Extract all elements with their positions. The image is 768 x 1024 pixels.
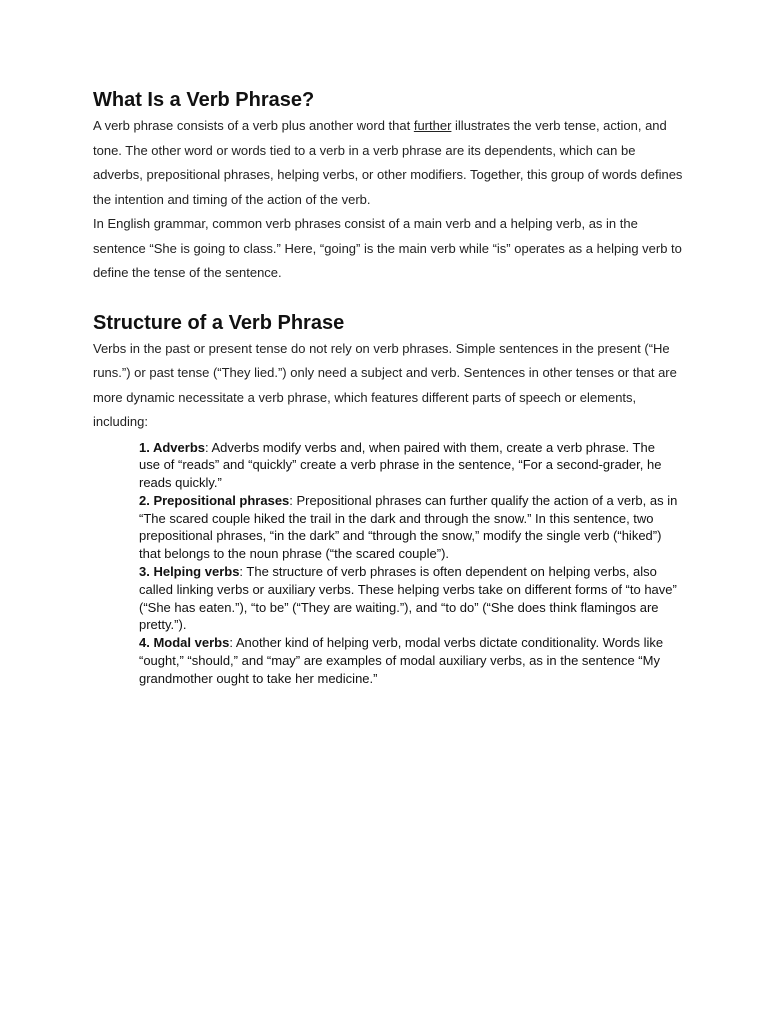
intro-text-end: illustrates the verb tense, action, and tone. The other word or words tied to a verb in a verb phrase are its dependents, which can be adverbs, prepositional phrases, helping verbs, or other modifiers. Together, this group of words defines the intention and timing of the action of the verb. — [93, 118, 683, 207]
structure-paragraph: Verbs in the past or present tense do not rely on verb phrases. Simple sentences in the present (“He runs.”) or past tense (“They lied.”) only need a subject and verb. Sentences in other tenses or that are more dynamic necessitate a verb phrase, which features different parts of speech or elements, including: — [93, 340, 677, 429]
further-link[interactable]: further — [413, 118, 452, 133]
list-item — [139, 563, 679, 634]
section-heading: What Is a Verb Phrase? — [93, 89, 315, 111]
elements-list — [93, 439, 679, 688]
list-item-title: 3. Helping verbs — [139, 564, 240, 580]
list-item-text: : Another kind of helping verb, modal verbs dictate conditionality. Words like “ought,” “should,” and “may” are examples of modal auxiliary verbs, as in the sentence “My grandmother ought to take her medicine.” — [139, 635, 664, 686]
intro-paragraph — [93, 114, 683, 212]
list-item-text: : Prepositional phrases can further qualify the action of a verb, as in “The scared couple hiked the trail in the dark and through the snow.” In this sentence, two prepositional phrases, “in the dark” and “through the snow,” modify the single verb (“hiked”) that belongs to the noun phrase (“the scared couple”). — [139, 492, 678, 562]
list-item-title: 2. Prepositional phrases — [139, 492, 290, 508]
intro-text-start: A verb phrase consists of a verb plus another word that — [93, 118, 414, 133]
section-verb-phrase — [93, 86, 683, 286]
list-item — [139, 492, 679, 563]
list-item-text: : The structure of verb phrases is often dependent on helping verbs, also called linking verbs or auxiliary verbs. These helping verbs take on different forms of “to have” (“She has eaten.”), “to be” (“They are waiting.”), and “to do” (“She does think flamingos are pretty.”). — [139, 564, 677, 633]
grammar-paragraph: In English grammar, common verb phrases consist of a main verb and a helping verb, as in the sentence “She is going to class.” Here, “going” is the main verb while “is” operates as a helping verb to define the tense of the sentence. — [93, 216, 682, 280]
list-item-title: 4. Modal verbs — [139, 635, 230, 651]
section-structure — [93, 309, 683, 688]
list-item-title: 1. Adverbs — [139, 439, 205, 455]
document-page — [93, 86, 683, 688]
list-item-text: : Adverbs modify verbs and, when paired with them, create a verb phrase. The use of “reads” and “quickly” create a verb phrase in the sentence, “For a second-grader, he reads quickly.” — [139, 439, 662, 491]
list-item — [139, 439, 679, 492]
section-heading: Structure of a Verb Phrase — [93, 311, 345, 334]
list-item — [139, 634, 679, 687]
